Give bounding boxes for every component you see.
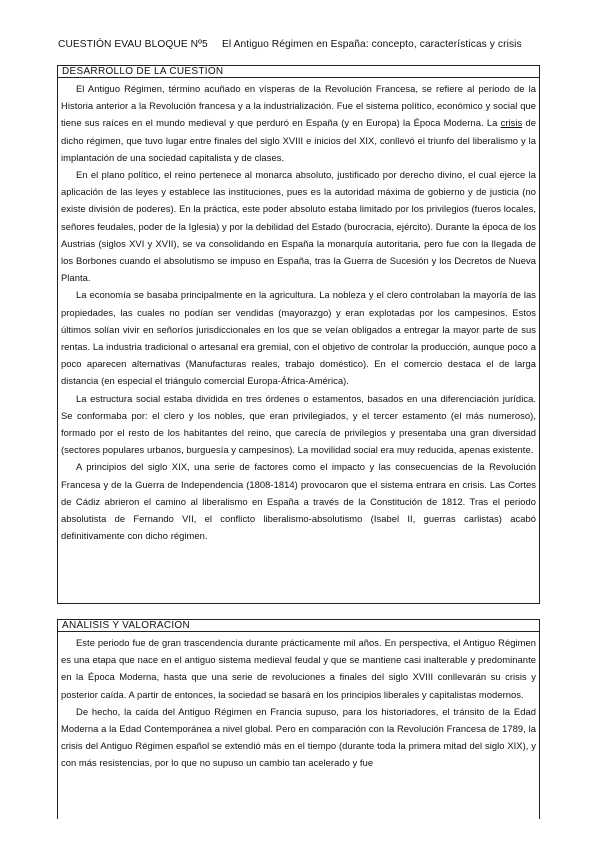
desarrollo-paragraph-5: A principios del siglo XIX, una serie de factores como el impacto y las consecuencias de la Revolución Francesa y de la Guerra de Independencia (1808-1814) provocaron que el sistema entrara en crisis. Las Cortes de Cádiz abrieron el camino al liberalismo en España a través de la Constitución de 1812. Tras el periodo absolutista de Fernando VII, el conflicto liberalismo-absolutismo (Isabel II, guerras carlistas) acabó definitivamente con dicho régimen. (61, 461, 536, 542)
p1-crisis-underlined: crisis (500, 117, 523, 129)
analisis-body (58, 632, 539, 772)
analisis-title: ANÁLISIS Y VALORACIÓN (58, 620, 539, 632)
desarrollo-body (58, 78, 539, 544)
header-topic-title: El Antiguo Régimen en España: concepto, características y crisis (222, 39, 522, 50)
desarrollo-title: DESARROLLO DE LA CUESTIÓN (58, 66, 539, 78)
analisis-section (57, 619, 540, 819)
analisis-paragraph-1: Este periodo fue de gran trascendencia durante prácticamente mil años. En perspectiva, el Antiguo Régimen es una etapa que nace en el antiguo sistema medieval feudal y que se mantiene casi inalterable y predominante en la Época Moderna, hasta que una serie de revoluciones a finales del siglo XVIII conllevarán su crisis y posterior caída. A partir de entonces, la sociedad se basará en los principios liberales y capitalistas modernos. (61, 637, 536, 700)
p1-text-a: El Antiguo Régimen, término acuñado en vísperas de la Revolución Francesa, se refiere al periodo de la Historia anterior a la Revolución francesa y a la industrialización. Fue el sistema político, económico y social que tiene sus raíces en el mundo medieval y que perduró en España (y en Europa) la Época Moderna. La (61, 83, 536, 129)
header-block-label: CUESTIÓN EVAU BLOQUE Nº5 (58, 39, 208, 50)
desarrollo-paragraph-1 (61, 80, 536, 166)
p1-text-b: de dicho régimen, que tuvo lugar entre finales del siglo XVIII e inicios del XIX, conllevó el triunfo del liberalismo y la implantación de una sociedad capitalista y de clases. (61, 117, 536, 163)
analisis-paragraph-2: De hecho, la caída del Antiguo Régimen en Francia supuso, para los historiadores, el tránsito de la Edad Moderna a la Edad Contemporánea a nivel global. Pero en comparación con la Revolución Francesa de 1789, la crisis del Antiguo Régimen español se extendió más en el tiempo (durante toda la primera mitad del siglo XIX), y con más resistencias, por lo que no supuso un cambio tan acelerado y fue (61, 705, 536, 769)
desarrollo-paragraph-3: La economía se basaba principalmente en la agricultura. La nobleza y el clero controlaban la mayoría de las propiedades, las cuales no podían ser vendidas (mayorazgo) y eran explotadas por los campesinos. Estos últimos solían vivir en señoríos jurisdiccionales en los que se veían obligados a entregar la mayor parte de sus rentas. La industria tradicional o artesanal era gremial, con el objetivo de controlar la producción, aunque poco a poco aparecen alternativas (Manufacturas reales, trabajo doméstico). En el comercio destaca el de larga distancia (en especial el triángulo comercial Europa-África-América). (61, 289, 536, 387)
desarrollo-section (57, 65, 540, 604)
desarrollo-paragraph-2: En el plano político, el reino pertenece al monarca absoluto, justificado por derecho divino, el cual ejerce la aplicación de las leyes y establece las instituciones, pues es la autoridad máxima de gobierno y de justicia (no existe división de poderes). En la práctica, este poder absoluto estaba limitado por los privilegios (fueros locales, señores feudales, poder de la Iglesia) y por la debilidad del Estado (burocracia, ejército). Durante la época de los Austrias (siglos XVI y XVII), se va consolidando en España la monarquía autoritaria, pero fue con la llegada de los Borbones cuando el absolutismo se impuso en España, tras la Guerra de Sucesión y los Decretos de Nueva Planta. (61, 169, 536, 284)
desarrollo-paragraph-4: La estructura social estaba dividida en tres órdenes o estamentos, basados en una diferenciación jurídica. Se conformaba por: el clero y los nobles, que eran privilegiados, y el tercer estamento (el más numeroso), formado por el resto de los habitantes del reino, que carecía de privilegios y presentaba una gran diversidad (sectores populares urbanos, burguesía y campesinos). La movilidad social era muy reducida, apenas existente. (61, 392, 536, 456)
